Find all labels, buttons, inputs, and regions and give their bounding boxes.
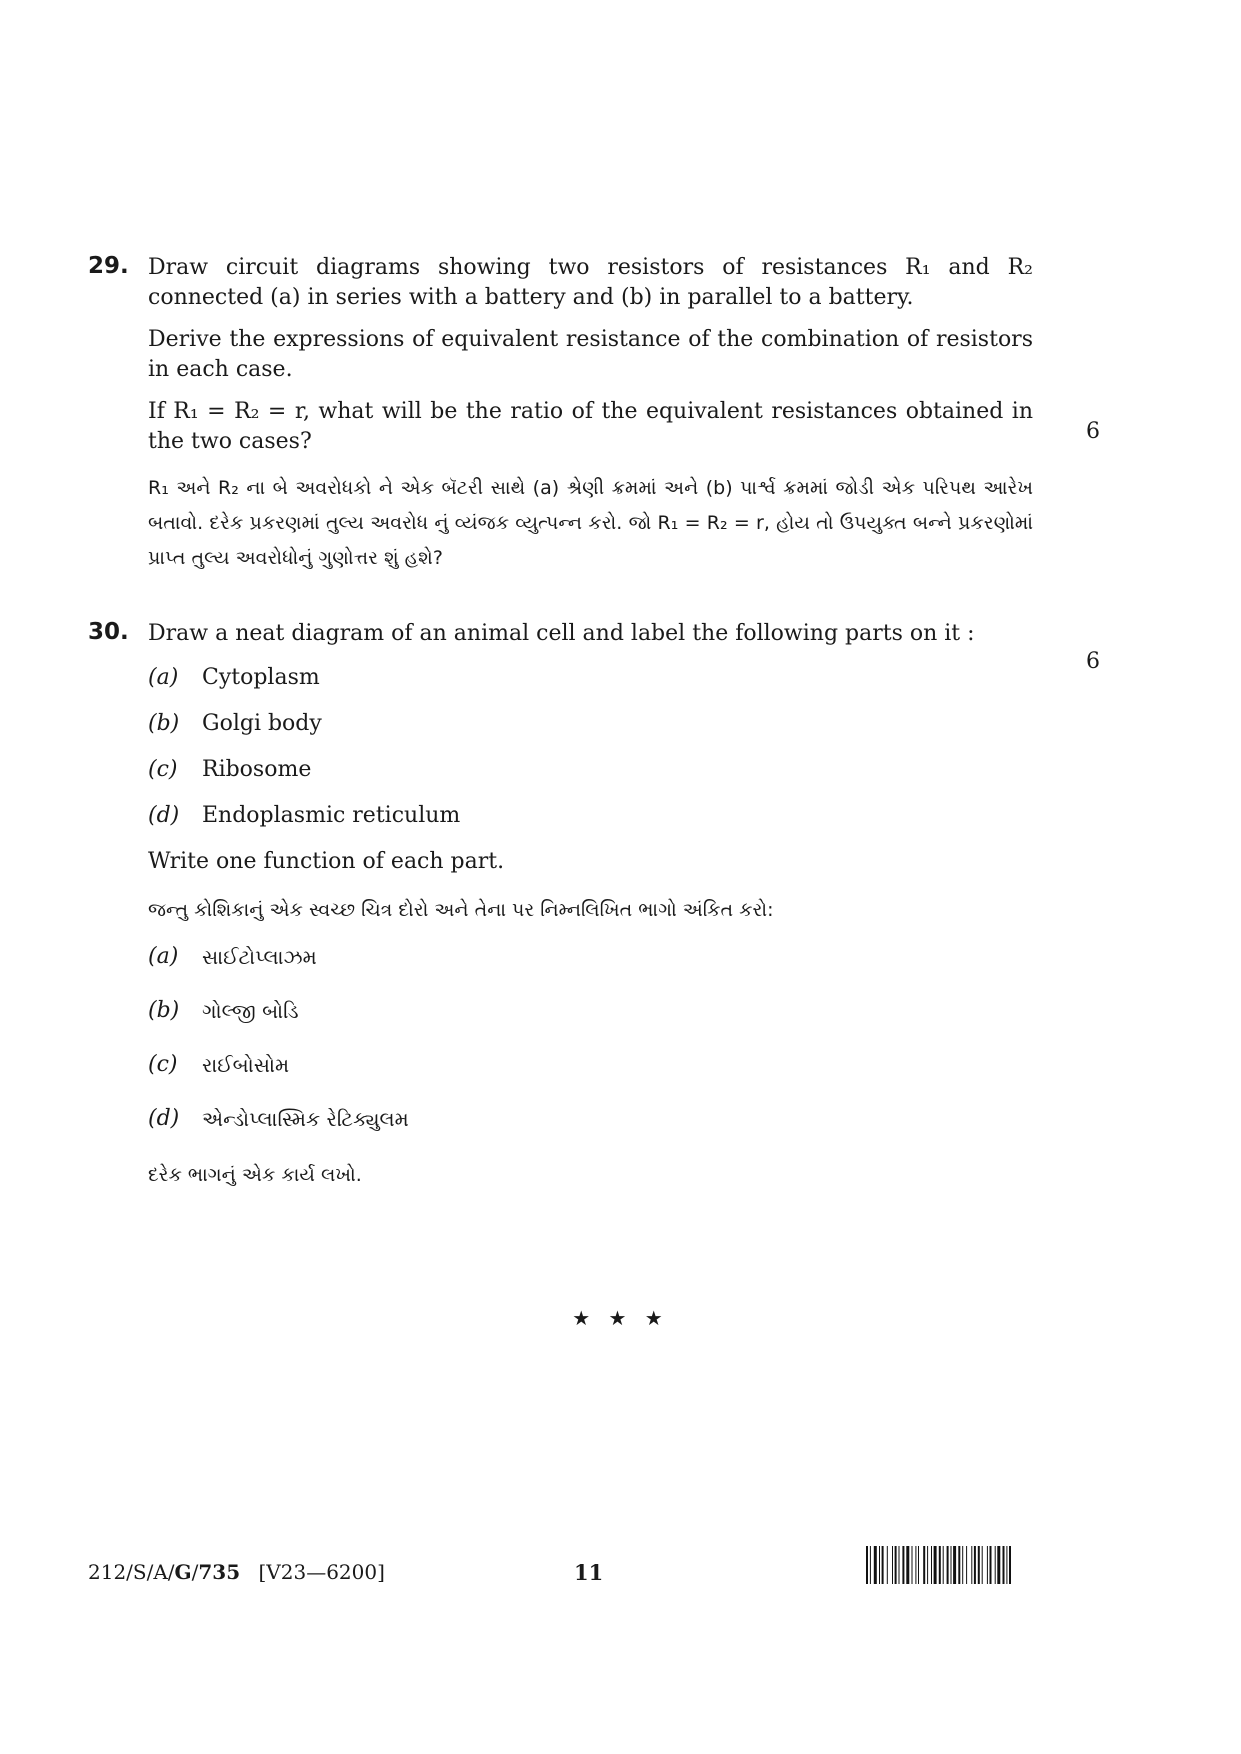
barcode-bar	[943, 1546, 944, 1584]
list-item	[148, 1050, 1033, 1104]
barcode-bar	[915, 1546, 916, 1584]
barcode-bar	[947, 1546, 949, 1584]
barcode-bar	[971, 1546, 972, 1584]
item-label: (d)	[148, 1106, 180, 1131]
item-label: (a)	[148, 944, 179, 969]
item-text: Cytoplasm	[202, 665, 320, 690]
barcode-bar	[899, 1546, 900, 1584]
barcode-bar	[870, 1546, 871, 1584]
marks: 6	[1086, 419, 1100, 444]
question-number: 30.	[88, 619, 129, 645]
question-text: Draw circuit diagrams showing two resistors of resistances R₁ and R₂ connected (a) in series with a battery and (b) in parallel to a battery.	[148, 255, 1033, 310]
barcode-bar	[966, 1546, 967, 1584]
end-separator: ★ ★ ★	[572, 1306, 669, 1330]
paper-code	[88, 1560, 385, 1584]
list-item	[148, 663, 1033, 709]
list-item	[148, 1104, 1033, 1158]
barcode-bar	[951, 1546, 952, 1584]
barcode-bar	[1009, 1546, 1011, 1584]
marks: 6	[1086, 649, 1100, 674]
question-30	[88, 619, 1100, 1193]
barcode-bar	[934, 1546, 937, 1584]
barcode-bar	[939, 1546, 941, 1584]
barcode-bar	[912, 1546, 913, 1584]
barcode-bar	[906, 1546, 909, 1584]
barcode-bar	[990, 1546, 992, 1584]
barcode-bar	[958, 1546, 960, 1584]
item-label: (a)	[148, 665, 179, 690]
list-item	[148, 996, 1033, 1050]
question-text: Derive the expressions of equivalent resistance of the combination of resistors in each case.	[148, 327, 1033, 382]
barcode-bar	[892, 1546, 893, 1584]
item-text: Endoplasmic reticulum	[202, 803, 461, 828]
barcode	[866, 1546, 1110, 1584]
barcode-bar	[974, 1546, 976, 1584]
list-item	[148, 942, 1033, 996]
item-label: (d)	[148, 803, 180, 828]
barcode-bar	[982, 1546, 983, 1584]
item-text: સાઈટોપ્લાઝમ	[202, 945, 317, 969]
item-text: ગોલ્જી બોડિ	[202, 999, 299, 1023]
question-text-gujarati: જન્તુ કોશિકાનું એક સ્વચ્છ ચિત્ર દોરો અને તેના પર નિમ્નલિખિત ભાગો અંકિત કરો:	[148, 899, 774, 921]
question-text: Write one function of each part.	[148, 849, 505, 874]
question-number: 29.	[88, 253, 129, 279]
code-prefix: 212/S/A/	[88, 1560, 175, 1584]
code-number: 735	[198, 1560, 241, 1584]
barcode-bar	[953, 1546, 956, 1584]
barcode-bar	[995, 1546, 996, 1584]
item-label: (b)	[148, 998, 180, 1023]
question-text-gujarati: દરેક ભાગનું એક કાર્ય લખો.	[148, 1164, 362, 1186]
barcode-bar	[927, 1546, 928, 1584]
version-code: [V23—6200]	[258, 1560, 385, 1584]
list-item	[148, 709, 1033, 755]
barcode-bar	[918, 1546, 919, 1584]
item-label: (c)	[148, 757, 178, 782]
question-text: Draw a neat diagram of an animal cell and label the following parts on it :	[148, 621, 975, 646]
barcode-bar	[923, 1546, 925, 1584]
barcode-bar	[962, 1546, 963, 1584]
barcode-bar	[1006, 1546, 1007, 1584]
barcode-bar	[895, 1546, 897, 1584]
code-series: G	[174, 1560, 192, 1584]
item-text: રાઈબોસોમ	[202, 1053, 290, 1077]
item-label: (c)	[148, 1052, 178, 1077]
barcode-bar	[879, 1546, 880, 1584]
barcode-bar	[987, 1546, 988, 1584]
barcode-bar	[902, 1546, 904, 1584]
barcode-bar	[874, 1546, 877, 1584]
barcode-bar	[1003, 1546, 1005, 1584]
list-item	[148, 755, 1033, 801]
barcode-bar	[978, 1546, 980, 1584]
item-text: Ribosome	[202, 757, 312, 782]
list-item	[148, 801, 1033, 847]
item-text: એન્ડોપ્લાસ્મિક રેટિક્યુલમ	[202, 1107, 409, 1131]
question-text: If R₁ = R₂ = r, what will be the ratio of the equivalent resistances obtained in the two cases?	[148, 399, 1033, 454]
barcode-bar	[866, 1546, 868, 1584]
item-label: (b)	[148, 711, 180, 736]
item-text: Golgi body	[202, 711, 322, 736]
question-text-gujarati: R₁ અને R₂ ના બે અવરોધકો ને એક બૅટરી સાથે (a) શ્રેણી ક્રમમાં અને (b) પાર્શ્વ ક્રમમાં જોડી એક પરિપથ આરેખ બતાવો. દરેક પ્રકરણમાં તુલ્ય અવરોધ નું વ્યંજક વ્યુત્પન્ન કરો. જો R₁ = R₂ = r, હોય તો ઉપયુક્ત બન્ને પ્રકરણોમાં પ્રાપ્ત તુલ્ય અવરોધોનું ગુણોત્તર શું હશે?	[148, 477, 1033, 569]
question-29	[88, 253, 1100, 576]
barcode-bar	[882, 1546, 884, 1584]
barcode-bar	[997, 1546, 1000, 1584]
page-number: 11	[574, 1560, 604, 1585]
barcode-bar	[931, 1546, 932, 1584]
barcode-bar	[887, 1546, 888, 1584]
code-separator: /	[191, 1560, 199, 1584]
